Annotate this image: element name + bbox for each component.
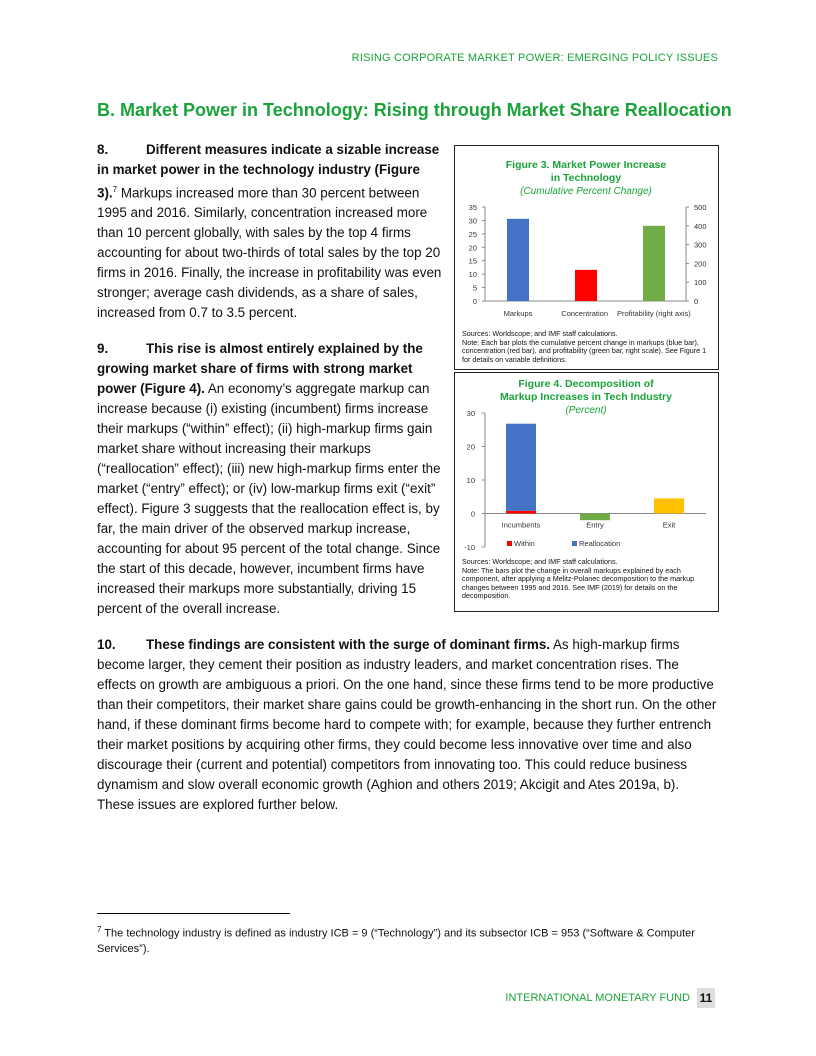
y-tick-label: 0: [472, 297, 477, 306]
figure-3-sources: Sources: Worldscope; and IMF staff calculations.: [462, 329, 618, 338]
y2-tick-label: 500: [694, 203, 707, 212]
paragraph-number: 9.: [97, 341, 109, 357]
footnote-text: The technology industry is defined as industry ICB = 9 (“Technology”) and its subsector ICB = 953 (“Software & Computer Services”).: [97, 927, 695, 955]
x-tick-label: Markups: [503, 309, 533, 318]
figure-3-note: Note: Each bar plots the cumulative percent change in markups (blue bar), concentration (red bar), and profitability (green bar, right scale). See Figure 1 for details on variable definitions.: [462, 337, 707, 364]
chart-title-line: Figure 4. Decomposition of: [518, 378, 654, 390]
x-tick-label: Entry: [586, 520, 604, 530]
bar-exit-exit: [654, 498, 684, 513]
y2-tick-label: 300: [694, 240, 707, 250]
body-flow: [97, 140, 719, 815]
footnote: [97, 922, 707, 957]
paragraph-lead: Different measures indicate a sizable increase in market power in the technology industry (Figure 3).: [97, 142, 440, 201]
y-tick-label: 5: [472, 283, 477, 293]
running-header: RISING CORPORATE MARKET POWER: EMERGING POLICY ISSUES: [351, 52, 718, 64]
legend-label: Within: [514, 539, 535, 548]
y2-tick-label: 200: [694, 259, 707, 269]
y-tick-label: 15: [468, 256, 477, 266]
chart-subtitle: (Percent): [565, 405, 607, 416]
y-tick-label: 35: [468, 203, 477, 212]
paragraph-9: [97, 339, 443, 619]
y-tick-label: 20: [468, 243, 477, 253]
bar-profitability: [643, 226, 665, 301]
bar-markups: [507, 219, 529, 301]
chart-title-line: Figure 3. Market Power Increase: [505, 159, 667, 171]
paragraph-8: [97, 140, 443, 323]
paragraph-10: [97, 635, 719, 815]
figure-4: [454, 372, 719, 612]
legend-swatch: [572, 541, 577, 546]
x-tick-label: Concentration: [561, 309, 608, 318]
paragraph-lead: These findings are consistent with the surge of dominant firms.: [146, 637, 551, 653]
paragraph-number: 10.: [97, 637, 116, 653]
page-number: 11: [697, 988, 715, 1008]
figure-3-notes: [462, 330, 713, 364]
left-column: [97, 140, 443, 619]
figure-4-note: Note: The bars plot the change in overall markups explained by each component, after applying a Melitz-Polanec decomposition to the markup changes between 1995 and 2016. See IMF (2019) for details on the decomposition.: [462, 565, 695, 601]
y-tick-label: 10: [466, 476, 475, 485]
footnote-number: 7: [97, 925, 102, 934]
legend-label: Reallocation: [579, 539, 621, 548]
footnote-ref[interactable]: 7: [112, 185, 118, 194]
paragraph-number: 8.: [97, 142, 109, 157]
figure-3: [454, 145, 719, 370]
paragraph-text: As high-markup firms become larger, they cement their position as industry leaders, and market concentration rises. The effects on growth are ambiguous a priori. On the one hand, since these firms tend to be more productive than their competitors, their market share gains could be growth-enhancing in the short run. On the other hand, if these dominant firms become hard to compete with; for example, because they further entrench their market positions by acquiring other firms, they could become less innovative over time and also discourage their (current and potential) competitors from innovating too. This could reduce business dynamism and slow overall economic growth (Aghion and others 2019; Akcigit and Ates 2019a, b). These issues are explored further below.: [97, 637, 717, 813]
chart-title-line: in Technology: [550, 172, 622, 184]
bar-concentration: [575, 270, 597, 301]
figure-4-notes: [462, 558, 713, 601]
figure-4-sources: Sources: Worldscope; and IMF staff calculations.: [462, 557, 618, 566]
y-tick-label: 30: [468, 216, 477, 226]
two-column-area: [97, 140, 719, 619]
paragraph-lead: This rise is almost entirely explained by the growing market share of firms with strong market power (Figure 4).: [97, 341, 423, 397]
section-title: B. Market Power in Technology: Rising through Market Share Reallocation: [97, 100, 732, 120]
footnote-divider: [97, 913, 290, 914]
x-tick-label: Profitability (right axis): [617, 309, 691, 318]
y-tick-label: 30: [466, 409, 475, 418]
legend-swatch: [507, 541, 512, 546]
paragraph-text: Markups increased more than 30 percent between 1995 and 2016. Similarly, concentration increased more than 10 percent globally, with sales by the top 4 firms accounting for about two-thirds of total sales by the top 20 firms in 2016. Finally, the increase in profitability was even stronger; average cash dividends, as a share of sales, increased from 0.7 to 3.5 percent.: [97, 185, 442, 321]
right-column: [454, 145, 719, 612]
bar-entry-entry: [580, 514, 610, 521]
y-tick-label: 10: [468, 270, 477, 280]
chart-title-line: Markup Increases in Tech Industry: [500, 391, 672, 403]
y-tick-label: 20: [466, 442, 475, 452]
x-tick-label: Incumbents: [501, 520, 541, 530]
y2-tick-label: 100: [694, 278, 707, 288]
y-tick-label: -10: [464, 543, 475, 552]
paragraph-text: An economy’s aggregate markup can increase because (i) existing (incumbent) firms increase their markups (“within” effect); (ii) high-markup firms gain market share without increasing their markups (“reallocation” effect); (iii) new high-markup firms enter the market (“entry” effect); or (iv) low-markup firms exit (“exit” effect). Figure 3 suggests that the reallocation effect is, by far, the main driver of the observed markup increase, accounting for about 95 percent of the total change. Since the start of this decade, however, incumbent firms have increased their markups more substantially, driving 15 percent of the overall increase.: [97, 381, 441, 617]
chart-subtitle: (Cumulative Percent Change): [520, 186, 652, 197]
y-tick-label: 0: [470, 509, 475, 519]
y-tick-label: 25: [468, 229, 477, 239]
x-tick-label: Exit: [662, 520, 676, 530]
bar-incumbents-within: [506, 511, 536, 514]
y2-tick-label: 400: [694, 221, 707, 231]
bar-incumbents-reallocation: [506, 424, 536, 511]
footer-text: INTERNATIONAL MONETARY FUND: [505, 992, 690, 1004]
y2-tick-label: 0: [694, 297, 699, 306]
